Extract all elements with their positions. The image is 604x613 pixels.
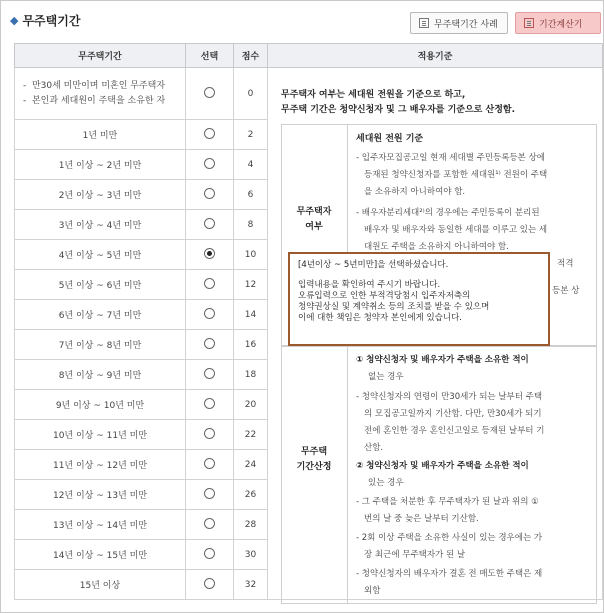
criteria-intro-line: 무주택자 여부는 세대원 전원을 기준으로 하고,: [281, 90, 466, 100]
period-radio[interactable]: [204, 87, 215, 98]
paragraph-line: ① 청약신청자 및 배우자가 주택을 소유한 적이: [356, 355, 529, 365]
period-label: 13년 이상 ~ 14년 미만: [15, 510, 186, 540]
period-label: 14년 이상 ~ 15년 미만: [15, 540, 186, 570]
paragraph-line: ② 청약신청자 및 배우자가 주택을 소유한 적이: [356, 461, 529, 471]
paragraph-line: 전에 혼인한 경우 혼인신고일로 등재된 날부터 기: [364, 426, 545, 436]
paragraph-line: 없는 경우: [368, 372, 404, 382]
period-label: 12년 이상 ~ 13년 미만: [15, 480, 186, 510]
section-label-line: 무주택: [300, 447, 328, 457]
score-cell: 2: [234, 120, 268, 150]
criteria-paragraph: [356, 566, 596, 600]
select-cell: [186, 300, 234, 330]
period-label: 8년 이상 ~ 9년 미만: [15, 360, 186, 390]
sample-button-label: 무주택기간 사례: [434, 19, 498, 30]
paragraph-line: 산함.: [364, 443, 384, 453]
period-label: 7년 이상 ~ 8년 미만: [15, 330, 186, 360]
criteria-paragraph: [356, 530, 596, 564]
period-radio[interactable]: [204, 368, 215, 379]
paragraph-line: 장 최근에 무주택자가 된 날: [364, 550, 466, 560]
col-header-criteria: 적용기준: [268, 44, 603, 68]
paragraph-line: 외함: [364, 586, 381, 596]
score-cell: 6: [234, 180, 268, 210]
document-icon: [419, 18, 429, 28]
score-cell: 20: [234, 390, 268, 420]
select-cell: [186, 450, 234, 480]
score-cell: 4: [234, 150, 268, 180]
row-label-no-home: [15, 68, 186, 120]
period-label: 1년 미만: [15, 120, 186, 150]
paragraph-line: - 그 주택을 처분한 후 무주택자가 된 날과 위의 ①: [356, 497, 539, 507]
section-label-line: 무주택자: [296, 207, 332, 217]
criteria-paragraph: [356, 352, 596, 386]
select-cell: [186, 68, 234, 120]
select-cell: [186, 240, 234, 270]
select-cell: [186, 480, 234, 510]
select-cell: [186, 540, 234, 570]
criteria-intro-line: 무주택 기간은 청약신청자 및 그 배우자를 기준으로 산정함.: [281, 105, 516, 115]
score-cell: 16: [234, 330, 268, 360]
period-label: 1년 이상 ~ 2년 미만: [15, 150, 186, 180]
period-label: 10년 이상 ~ 11년 미만: [15, 420, 186, 450]
paragraph-line: 의 모집공고일까지 기산함. 다만, 만30세가 되기: [364, 409, 542, 419]
select-cell: [186, 420, 234, 450]
popup-line: 이에 대한 책임은 청약자 본인에게 있습니다.: [298, 313, 463, 323]
criteria-paragraph: [356, 150, 594, 201]
paragraph-line: 배우자 및 배우자와 동일한 세대를 이루고 있는 세: [364, 225, 548, 235]
header: [0, 0, 604, 40]
paragraph-line: - 배우자분리세대²⁾의 경우에는 주민등록이 분리된: [356, 208, 540, 218]
selection-confirm-popup: [288, 252, 550, 346]
period-radio[interactable]: [204, 248, 215, 259]
col-header-score: 점수: [234, 44, 268, 68]
period-radio[interactable]: [204, 458, 215, 469]
section-label-line: 기간산정: [296, 462, 332, 472]
period-radio[interactable]: [204, 188, 215, 199]
select-cell: [186, 390, 234, 420]
popup-line: 청약권상실 및 계약취소 등의 조치를 받을 수 있으며: [298, 302, 490, 312]
paragraph-line: - 청약신청자의 배우자가 결혼 전 매도한 주택은 제: [356, 569, 543, 579]
col-header-period: 무주택기간: [15, 44, 186, 68]
row-label-line: - 만30세 미만이며 미혼인 무주택자: [23, 80, 166, 91]
col-header-select: 선택: [186, 44, 234, 68]
period-radio[interactable]: [204, 128, 215, 139]
section-label-period: [281, 445, 347, 475]
select-cell: [186, 210, 234, 240]
select-cell: [186, 510, 234, 540]
period-radio[interactable]: [204, 578, 215, 589]
score-cell: 22: [234, 420, 268, 450]
period-radio[interactable]: [204, 398, 215, 409]
page-title: [10, 12, 80, 29]
paragraph-line: 대원도 주택을 소유하지 아니하여야 함.: [364, 242, 509, 252]
paragraph-line: - 청약신청자의 연령이 만30세가 되는 날부터 주택: [356, 392, 543, 402]
select-cell: [186, 180, 234, 210]
criteria-paragraph: [356, 494, 596, 528]
period-radio[interactable]: [204, 308, 215, 319]
paragraph-line: 등재된 청약신청자를 포함한 세대원¹⁾ 전원이 주택: [364, 170, 548, 180]
period-label: 4년 이상 ~ 5년 미만: [15, 240, 186, 270]
paragraph-line: - 2회 이상 주택을 소유한 사실이 있는 경우에는 가: [356, 533, 543, 543]
criteria-paragraph: [356, 458, 596, 492]
score-cell: 30: [234, 540, 268, 570]
paragraph-line: - 입주자모집공고일 현재 세대별 주민등록등본 상에: [356, 153, 546, 163]
period-label: 9년 이상 ~ 10년 미만: [15, 390, 186, 420]
period-radio[interactable]: [204, 428, 215, 439]
select-cell: [186, 150, 234, 180]
score-cell: 12: [234, 270, 268, 300]
score-cell: 32: [234, 570, 268, 600]
score-cell: 8: [234, 210, 268, 240]
section-divider: [347, 346, 348, 604]
table-header-row: [15, 44, 603, 68]
period-radio[interactable]: [204, 218, 215, 229]
calculator-icon: [524, 18, 534, 28]
select-cell: [186, 270, 234, 300]
popup-selection-text: [4년이상 ~ 5년미만]을 선택하셨습니다.: [298, 260, 449, 270]
score-cell: 26: [234, 480, 268, 510]
period-calculator-button[interactable]: [515, 12, 601, 34]
select-cell: [186, 120, 234, 150]
score-cell: 28: [234, 510, 268, 540]
criteria-paragraph: [356, 205, 594, 256]
period-label: 3년 이상 ~ 4년 미만: [15, 210, 186, 240]
popup-line: 입력내용을 확인하여 주시기 바랍니다.: [298, 280, 441, 290]
paragraph-line: 있는 경우: [368, 478, 404, 488]
period-label: 15년 이상: [15, 570, 186, 600]
period-calculator-label: 기간계산기: [539, 19, 583, 30]
paragraph-line: 번의 날 중 늦은 날부터 기산함.: [364, 514, 479, 524]
popup-line: 오류입력으로 인한 부적격당첨시 입주자저축의: [298, 291, 471, 301]
period-radio[interactable]: [204, 338, 215, 349]
period-label: 11년 이상 ~ 12년 미만: [15, 450, 186, 480]
section-title-all-members: 세대원 전원 기준: [356, 134, 424, 144]
criteria-intro: [281, 88, 597, 118]
period-label: 6년 이상 ~ 7년 미만: [15, 300, 186, 330]
score-cell: 10: [234, 240, 268, 270]
row-label-line: - 본인과 세대원이 주택을 소유한 자: [23, 95, 166, 106]
score-cell: 24: [234, 450, 268, 480]
score-cell: 18: [234, 360, 268, 390]
period-radio[interactable]: [204, 278, 215, 289]
period-radio[interactable]: [204, 158, 215, 169]
select-cell: [186, 330, 234, 360]
sample-button[interactable]: [410, 12, 508, 34]
period-radio[interactable]: [204, 548, 215, 559]
bullet-icon: ◆: [10, 14, 19, 27]
select-cell: [186, 360, 234, 390]
select-cell: [186, 570, 234, 600]
criteria-fragment: 등본 상: [552, 286, 580, 296]
period-radio[interactable]: [204, 518, 215, 529]
period-label: 2년 이상 ~ 3년 미만: [15, 180, 186, 210]
section-label-ownership: [281, 205, 347, 235]
paragraph-line: 을 소유하지 아니하여야 함.: [364, 187, 466, 197]
page-title-text: 무주택기간: [22, 14, 81, 28]
criteria-paragraph: [356, 389, 596, 457]
section-label-line: 여부: [305, 222, 323, 232]
score-cell: 0: [234, 68, 268, 120]
criteria-fragment: 적격: [557, 259, 574, 269]
period-label: 5년 이상 ~ 6년 미만: [15, 270, 186, 300]
period-radio[interactable]: [204, 488, 215, 499]
score-cell: 14: [234, 300, 268, 330]
